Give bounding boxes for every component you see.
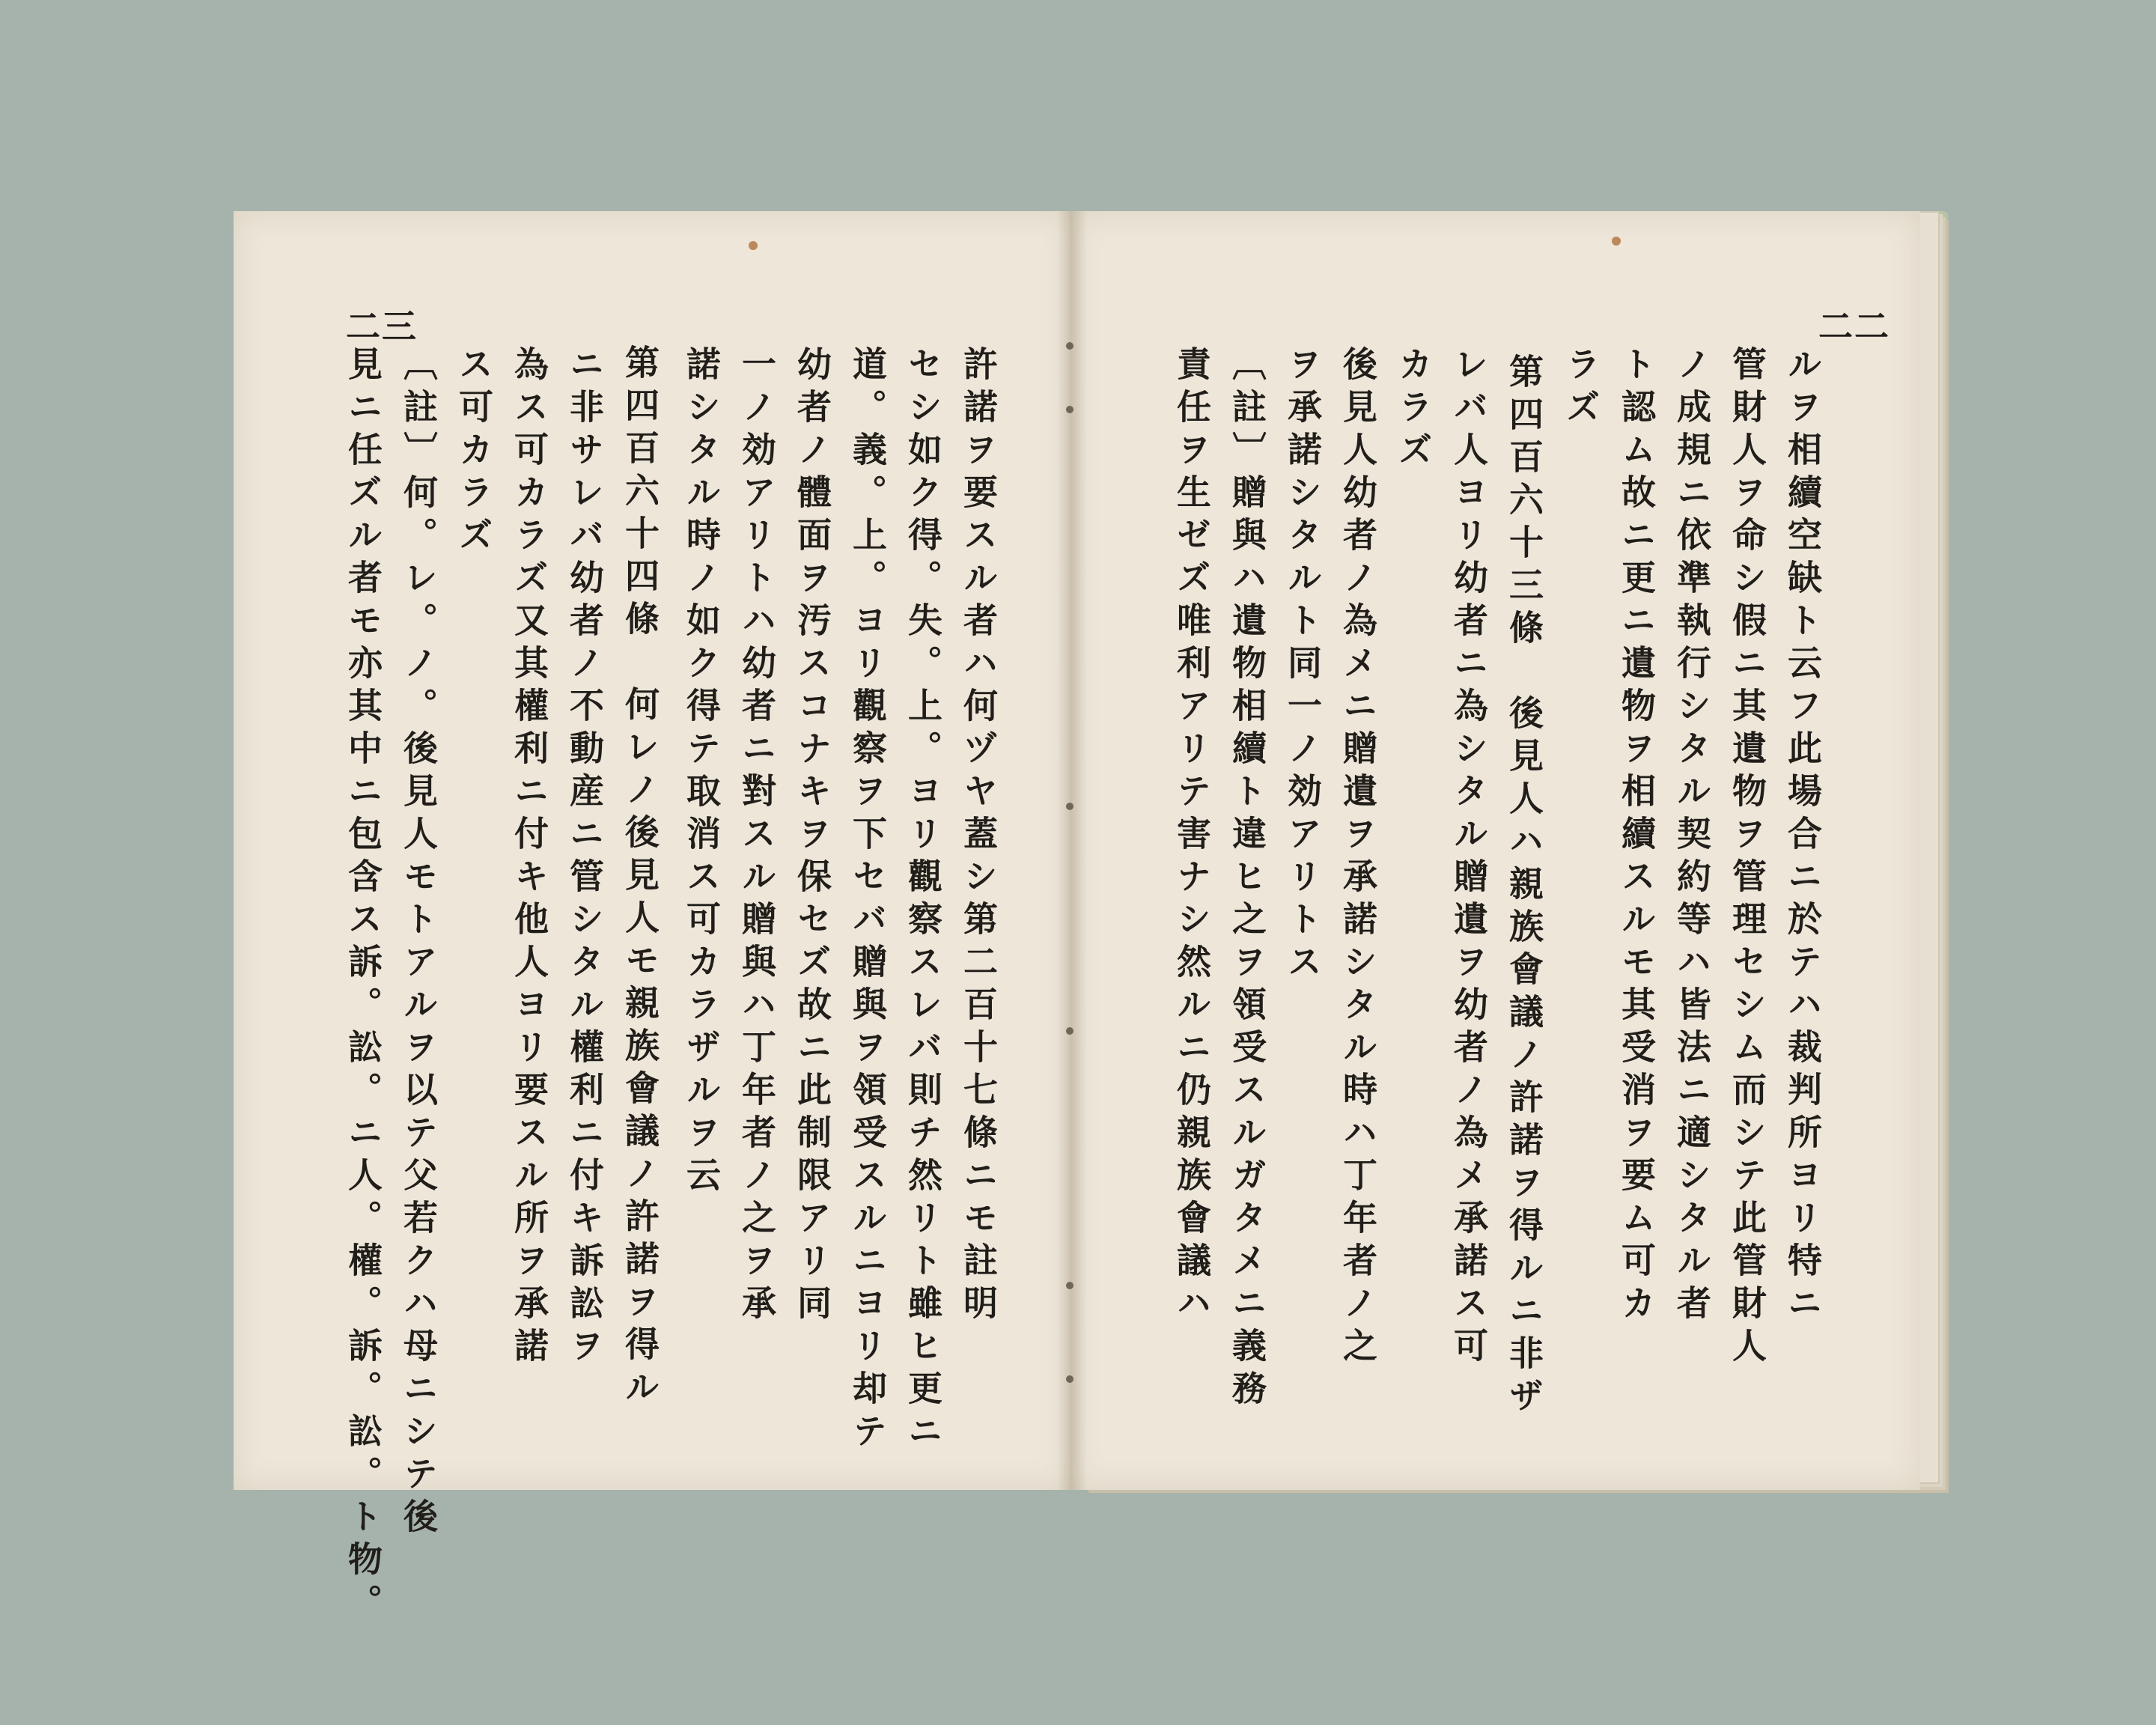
article-heading-463: 第四百六十三條 後見人ハ親族會議ノ許諾ヲ得ルニ非ザ bbox=[1504, 353, 1544, 1420]
right-page bbox=[1071, 211, 1920, 1490]
note-column: 責任ヲ生ゼズ唯利アリテ害ナシ然ルニ仍親族會議ハ bbox=[1172, 346, 1212, 1327]
text-column: ヲ承諾シタルト同一ノ効アリトス bbox=[1282, 346, 1323, 986]
text-column: カラズ bbox=[1393, 346, 1434, 474]
text-column: 後見人幼者ノ為メニ贈遺ヲ承諾シタル時ハ丁年者ノ之 bbox=[1338, 346, 1378, 1370]
text-column: 道。義。上。ヨリ觀察ヲ下セバ贈與ヲ領受スルニヨリ却テ bbox=[847, 346, 888, 1455]
note-column: 〔註〕何。レ。ノ。後見人モトアルヲ以テ父若クハ母ニシテ後 bbox=[398, 346, 439, 1541]
binding-stitch bbox=[1066, 1282, 1074, 1289]
text-column: ニ非サレバ幼者ノ不動産ニ管シタル權利ニ付キ訴訟ヲ bbox=[564, 346, 605, 1370]
note-column: 〔註〕贈與ハ遺物相續ト違ヒ之ヲ領受スルガタメニ義務 bbox=[1227, 346, 1267, 1413]
text-column: 一ノ効アリトハ幼者ニ對スル贈與ハ丁年者ノ之ヲ承 bbox=[737, 346, 777, 1327]
open-book bbox=[234, 211, 1952, 1626]
text-column: レバ人ヨリ幼者ニ為シタル贈遺ヲ幼者ノ為メ承諾ス可 bbox=[1449, 346, 1489, 1370]
foxing-spot bbox=[749, 241, 758, 250]
text-column: 諾シタル時ノ如ク得テ取消ス可カラザルヲ云 bbox=[681, 346, 722, 1199]
text-column: ノ成規ニ依準執行シタル契約等ハ皆法ニ適シタル者 bbox=[1672, 346, 1712, 1327]
text-column: 許諾ヲ要スル者ハ何ヅヤ蓋シ第二百十七條ニモ註明 bbox=[958, 346, 999, 1327]
page-number: 二三 bbox=[346, 306, 418, 347]
binding-stitch bbox=[1066, 406, 1074, 413]
article-heading-464: 第四百六十四條 何レノ後見人モ親族會議ノ許諾ヲ得ル bbox=[620, 344, 660, 1411]
text-column: 為ス可カラズ又其權利ニ付キ他人ヨリ要スル所ヲ承諾 bbox=[509, 346, 549, 1370]
text-column: ルヲ相續空缺ト云フ此場合ニ於テハ裁判所ヨリ特ニ bbox=[1782, 346, 1823, 1327]
binding-stitch bbox=[1066, 342, 1074, 350]
book-gutter bbox=[1057, 211, 1087, 1490]
page-number: 二二 bbox=[1818, 306, 1890, 347]
text-column: ト認ム故ニ更ニ遺物ヲ相續スルモ其受消ヲ要ム可カ bbox=[1616, 346, 1657, 1327]
text-column: ラズ bbox=[1561, 346, 1601, 431]
foxing-spot bbox=[1612, 237, 1621, 246]
text-column: ス可カラズ bbox=[454, 346, 494, 559]
binding-stitch bbox=[1066, 1375, 1074, 1383]
text-column: セシ如ク得。失。上。ヨリ觀察スレバ則チ然リト雖ヒ更ニ bbox=[903, 346, 943, 1455]
text-column: 管財人ヲ命シ假ニ其遺物ヲ管理セシム而シテ此管財人 bbox=[1727, 346, 1767, 1370]
text-column: 幼者ノ體面ヲ汚スコナキヲ保セズ故ニ此制限アリ同 bbox=[792, 346, 832, 1327]
left-page bbox=[234, 211, 1071, 1626]
binding-stitch bbox=[1066, 803, 1074, 810]
note-column: 見ニ任ズル者モ亦其中ニ包含ス訴。訟。ニ人。權。訴。訟。ト物。 bbox=[343, 346, 383, 1626]
binding-stitch bbox=[1066, 1027, 1074, 1035]
